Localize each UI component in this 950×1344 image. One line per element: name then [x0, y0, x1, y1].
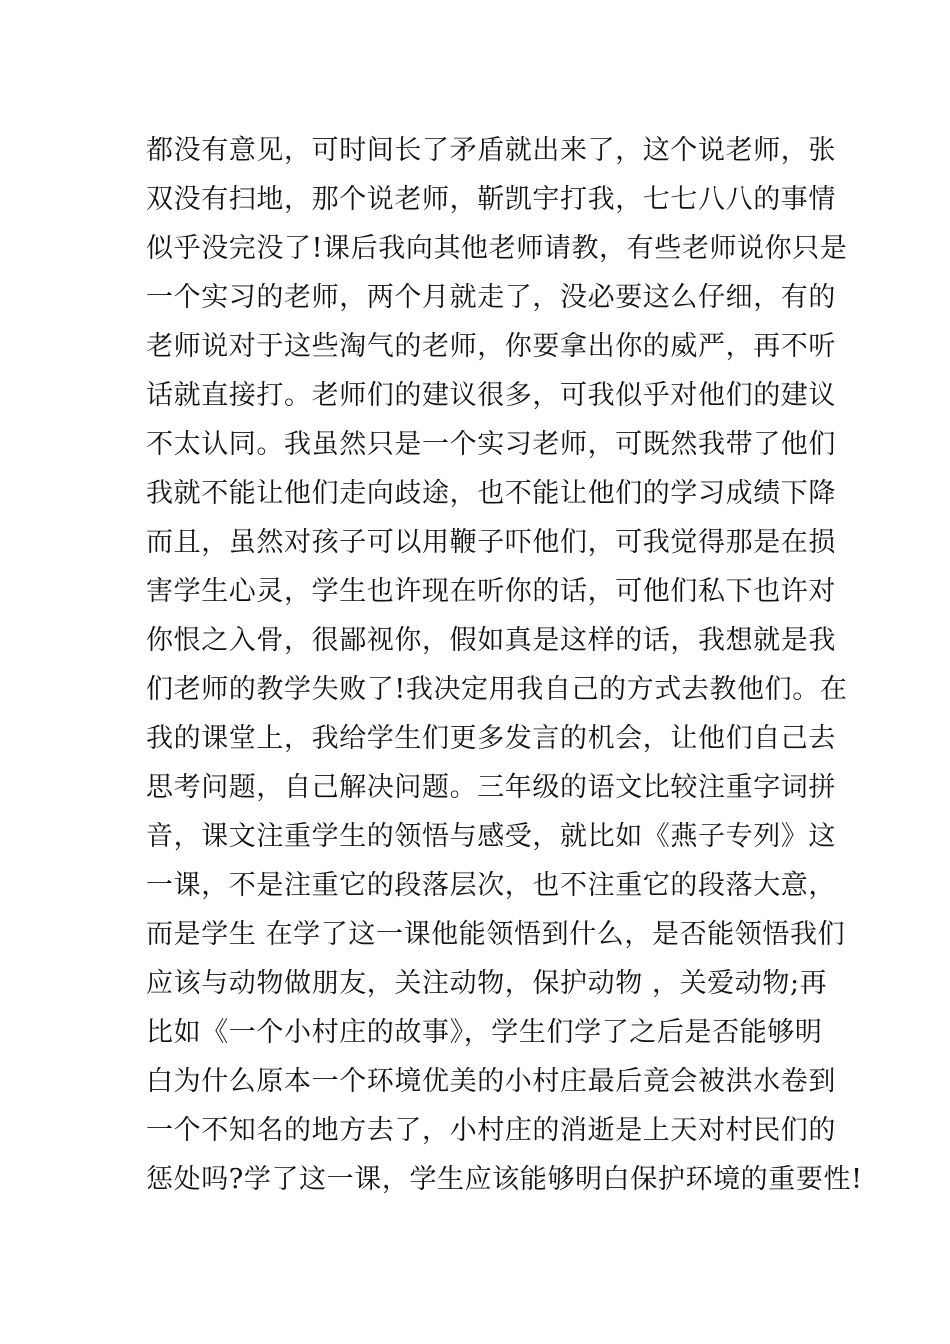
text-line: 比如《一个小村庄的故事》，学生们学了之后是否能够明	[146, 1017, 823, 1048]
text-line: 害学生心灵，学生也许现在听你的话，可他们私下也许对	[146, 576, 836, 607]
text-line: 我就不能让他们走向歧途，也不能让他们的学习成绩下降	[146, 478, 836, 509]
text-line: 我的课堂上，我给学生们更多发言的机会，让他们自己去	[146, 723, 836, 754]
text-line: 一课，不是注重它的段落层次，也不注重它的段落大意，	[146, 870, 836, 901]
body-text	[146, 126, 863, 1204]
text-line: 而且，虽然对孩子可以用鞭子吓他们，可我觉得那是在损	[146, 527, 836, 558]
text-line: 话就直接打。老师们的建议很多，可我似乎对他们的建议	[146, 380, 836, 411]
text-line: 白为什么原本一个环境优美的小村庄最后竟会被洪水卷到	[146, 1066, 836, 1097]
text-line: 一个实习的老师，两个月就走了，没必要这么仔细，有的	[146, 282, 836, 313]
text-line: 惩处吗?学了这一课，学生应该能够明白保护环境的重要性!	[146, 1164, 863, 1195]
text-line: 而是学生 在学了这一课他能领悟到什么，是否能领悟我们	[146, 919, 846, 950]
text-line: 双没有扫地，那个说老师，靳凯宇打我，七七八八的事情	[146, 184, 836, 215]
text-line: 都没有意见，可时间长了矛盾就出来了，这个说老师，张	[146, 135, 836, 166]
text-line: 音，课文注重学生的领悟与感受，就比如《燕子专列》这	[146, 821, 836, 852]
text-line: 思考问题，自己解决问题。三年级的语文比较注重字词拼	[146, 772, 836, 803]
text-line: 似乎没完没了!课后我向其他老师请教，有些老师说你只是	[146, 233, 848, 264]
text-line: 应该与动物做朋友，关注动物，保护动物 ，关爱动物;再	[146, 968, 828, 999]
text-line: 不太认同。我虽然只是一个实习老师，可既然我带了他们	[146, 429, 836, 460]
text-line: 们老师的教学失败了!我决定用我自己的方式去教他们。在	[146, 674, 848, 705]
text-line: 你恨之入骨，很鄙视你，假如真是这样的话，我想就是我	[146, 625, 836, 656]
text-line: 一个不知名的地方去了，小村庄的消逝是上天对村民们的	[146, 1115, 836, 1146]
text-line: 老师说对于这些淘气的老师，你要拿出你的威严，再不听	[146, 331, 836, 362]
